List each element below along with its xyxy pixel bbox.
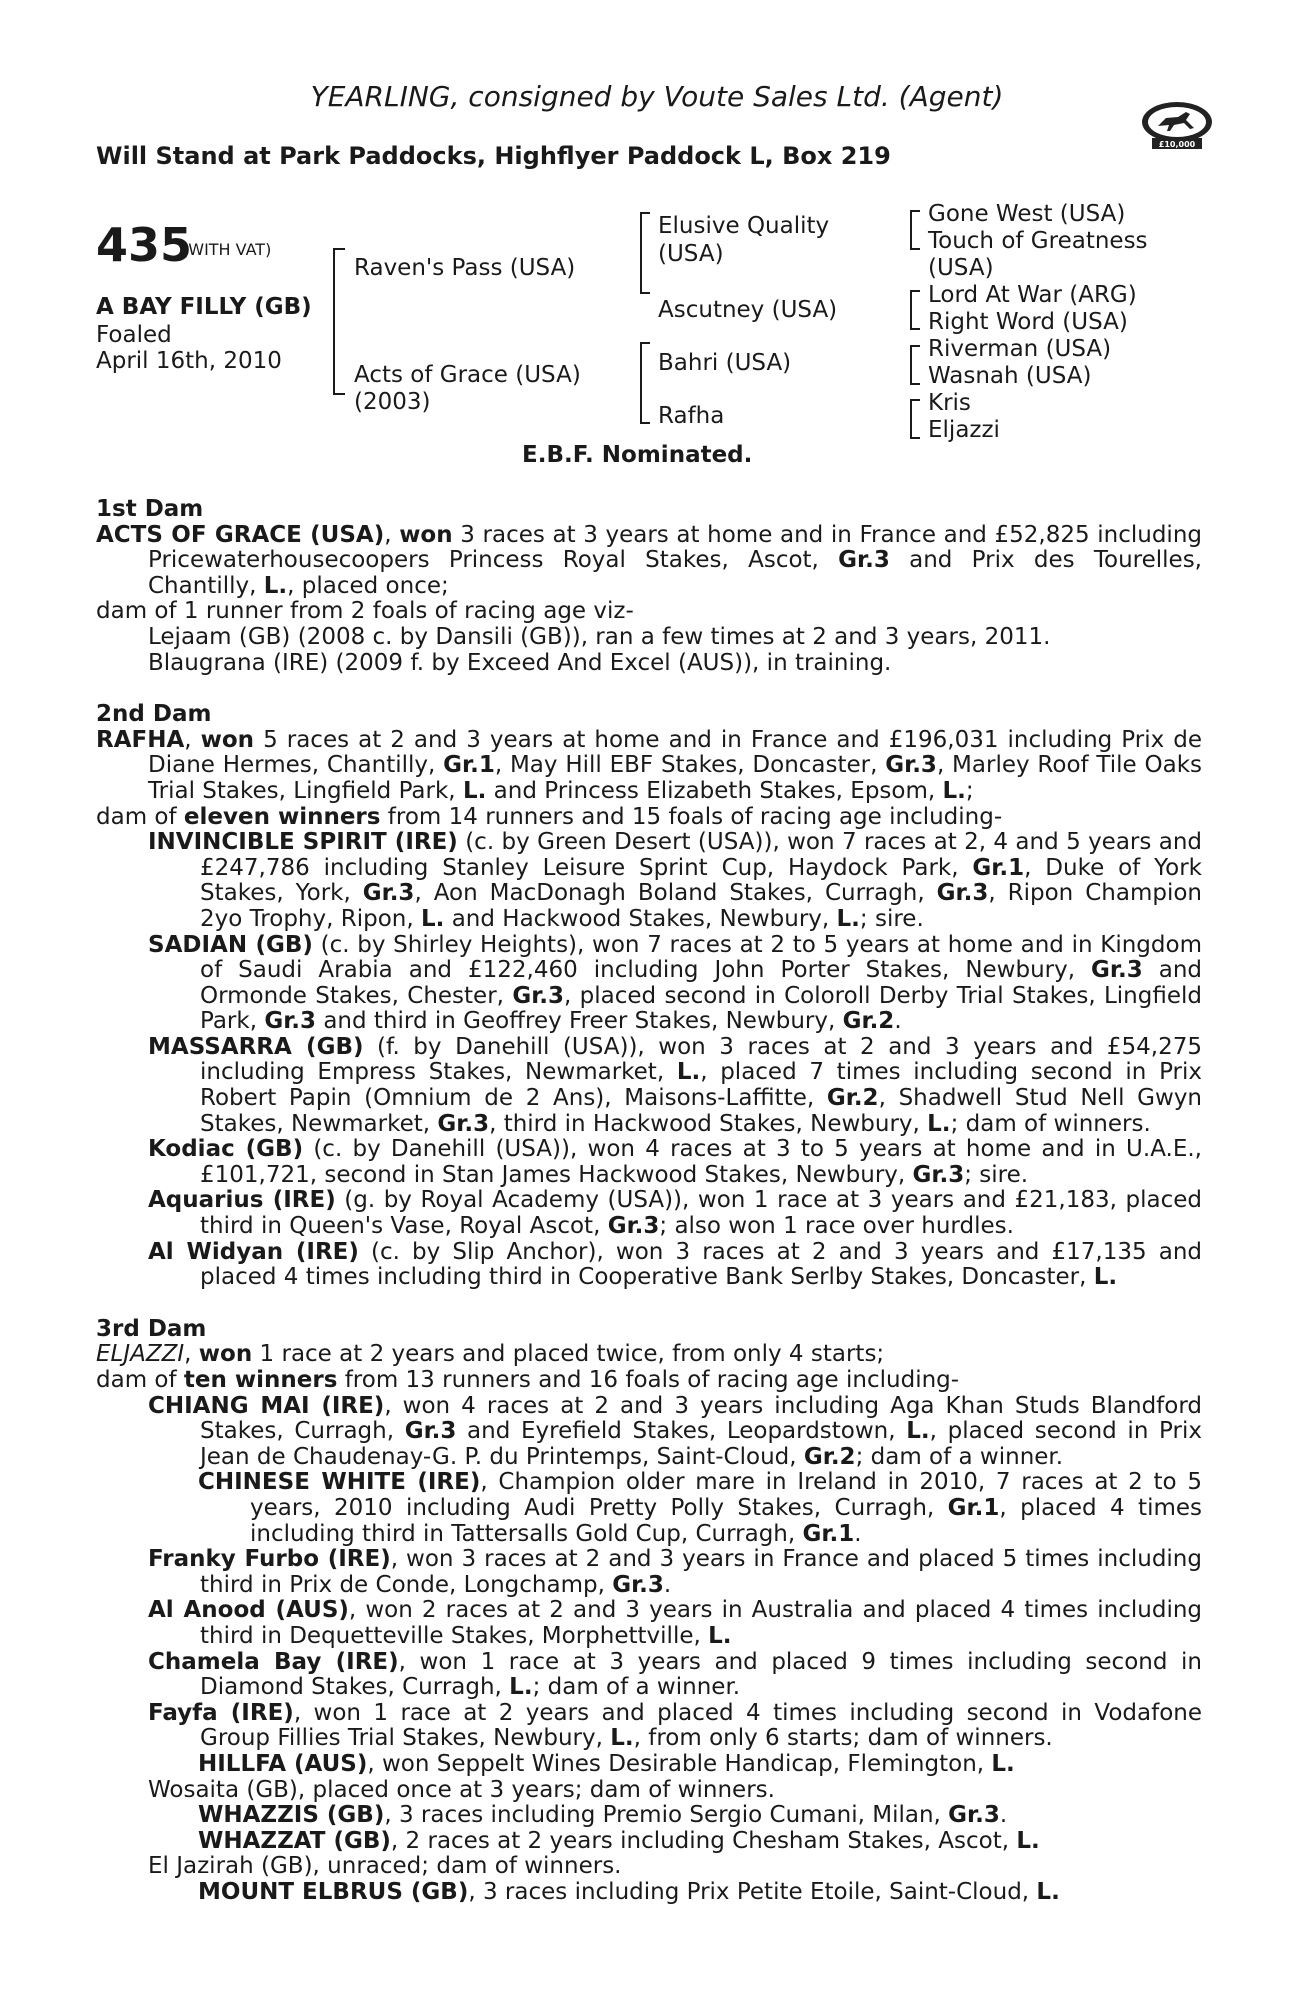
listed-mark: L. xyxy=(462,777,487,804)
dam3-text: from 13 runners and 16 foals of racing age including- xyxy=(337,1367,960,1393)
lot-number: 435 xyxy=(96,218,193,272)
sire: Raven's Pass (USA) xyxy=(354,255,576,281)
winner-count: eleven winners xyxy=(183,803,381,830)
dam3-offspring-6: Wosaita (GB), placed once at 3 years; dam of winners. xyxy=(148,1776,775,1803)
dam1-offspring-2: Blaugrana (IRE) (2009 f. by Exceed And Excel (AUS)), in training. xyxy=(148,649,892,676)
offspring-name: HILLFA (AUS) xyxy=(198,1750,368,1777)
ggs-4: Right Word (USA) xyxy=(928,309,1128,335)
listed-mark: L. xyxy=(263,572,288,599)
dam1-dam-of: dam of 1 runner from 2 foals of racing age viz- xyxy=(96,598,634,625)
offspring-text: , won 3 races at 2 and 3 years in France and placed 5 times including third in Prix de Conde, Longchamp, xyxy=(200,1546,1202,1598)
offspring-name: WHAZZIS (GB) xyxy=(198,1802,385,1829)
offspring-text: , Ripon Champion 2yo Trophy, Ripon, xyxy=(200,880,1203,932)
offspring-name: CHINESE WHITE (IRE) xyxy=(198,1469,481,1496)
dam2-text: , Marley Roof Tile Oaks Trial Stakes, Lingfield Park, xyxy=(148,752,1203,804)
pedigree-brace-sire xyxy=(640,212,650,294)
offspring-text: ; dam of a winner. xyxy=(532,1674,741,1701)
offspring-text: ; also won 1 race over hurdles. xyxy=(659,1213,1014,1240)
offspring-name: INVINCIBLE SPIRIT (IRE) xyxy=(148,829,458,856)
pedigree-brace-gs4 xyxy=(910,399,920,439)
dam2-offspring-5 xyxy=(148,1188,1202,1239)
offspring-name: Fayfa (IRE) xyxy=(148,1699,294,1726)
foaled-date: April 16th, 2010 xyxy=(96,348,282,374)
pedigree-brace-dam xyxy=(640,342,650,424)
offspring-text: , Shadwell Stud Nell Gwyn Stakes, Newmarket, xyxy=(200,1085,1203,1137)
offspring-text: (f. by Danehill (USA)), won 3 races at 2 and 3 years and £54,275 including Empress Stakes, Newmarket, xyxy=(200,1033,1202,1086)
dam3-grandoffspring-5 xyxy=(198,1880,1202,1906)
ggs-2-country: (USA) xyxy=(928,255,994,281)
dam2-text: , May Hill EBF Stakes, Doncaster, xyxy=(494,752,886,779)
grade-mark: Gr.3 xyxy=(607,1213,660,1240)
dam2-dam-of xyxy=(96,805,1202,831)
offspring-name: Al Anood (AUS) xyxy=(148,1597,349,1624)
pedigree-brace-main xyxy=(333,248,345,395)
grade-mark: Gr.3 xyxy=(885,752,937,779)
grade-mark: Gr.3 xyxy=(1091,957,1143,984)
dam3-grandoffspring-3 xyxy=(198,1803,1202,1829)
pedigree-brace-gs1 xyxy=(910,210,920,250)
listed-mark: L. xyxy=(942,777,966,804)
dam: Acts of Grace (USA) xyxy=(354,362,581,388)
listed-mark: L. xyxy=(676,1059,701,1086)
dam1-name: ACTS OF GRACE (USA) xyxy=(96,521,385,548)
listed-mark: L. xyxy=(991,1750,1015,1777)
dam1-text: , placed once; xyxy=(287,572,449,599)
dam3-text: 1 race at 2 years and placed twice, from only 4 starts; xyxy=(252,1341,885,1368)
ggs-7: Kris xyxy=(928,390,971,416)
grade-mark: Gr.3 xyxy=(512,982,564,1009)
granddam-1: Ascutney (USA) xyxy=(658,297,838,323)
ggs-8: Eljazzi xyxy=(928,417,1000,443)
grade-mark: Gr.3 xyxy=(936,880,989,907)
grade-mark: Gr.3 xyxy=(404,1418,457,1445)
offspring-text: , won Seppelt Wines Desirable Handicap, Flemington, xyxy=(367,1750,992,1777)
ggs-3: Lord At War (ARG) xyxy=(928,282,1137,308)
grade-mark: Gr.2 xyxy=(842,1008,895,1035)
listed-mark: L. xyxy=(509,1674,533,1701)
listed-mark: L. xyxy=(1016,1827,1040,1854)
offspring-text: , won 1 race at 3 years and placed 9 times including second in Diamond Stakes, Curragh, xyxy=(200,1648,1202,1701)
offspring-text: ; sire. xyxy=(859,905,924,932)
pedigree-brace-gs2 xyxy=(910,290,920,330)
offspring-text: (c. by Shirley Heights), won 7 races at 2 to 5 years at home and in Kingdom of Saudi Arabia and £122,460 including John Porter Stakes, Newbury, xyxy=(200,931,1202,984)
offspring-text: , 3 races including Prix Petite Etoile, Saint-Cloud, xyxy=(468,1878,1037,1905)
dam2-text: 5 races at 2 and 3 years at home and in France and £196,031 including Prix de Diane Hermes, Chantilly, xyxy=(148,726,1202,779)
grade-mark: Gr.3 xyxy=(362,880,415,907)
offspring-name: MOUNT ELBRUS (GB) xyxy=(198,1878,469,1905)
grade-mark: Gr.3 xyxy=(264,1008,317,1035)
offspring-text: , placed 7 times including second in Prix Robert Papin (Omnium de 2 Ans), Maisons-Laffitte, xyxy=(200,1059,1202,1112)
listed-mark: L. xyxy=(1093,1264,1118,1291)
dam3-offspring-1 xyxy=(148,1394,1202,1471)
offspring-text: , placed second in Prix Jean de Chaudenay-G. P. du Printemps, Saint-Cloud, xyxy=(200,1418,1202,1470)
offspring-text: and third in Geoffrey Freer Stakes, Newbury, xyxy=(316,1008,843,1035)
offspring-text: (c. by Green Desert (USA)), won 7 races at 2, 4 and 5 years and £247,786 including Stanley Leisure Sprint Cup, Haydock Park, xyxy=(200,829,1203,881)
offspring-text: and Ormonde Stakes, Chester, xyxy=(200,957,1202,1009)
offspring-text: ; sire. xyxy=(964,1161,1029,1188)
offspring-name: Kodiac (GB) xyxy=(148,1136,304,1163)
offspring-text: (c. by Danehill (USA)), won 4 races at 3 to 5 years at home and in U.A.E., £101,721, second in Stan James Hackwood Stakes, Newbury, xyxy=(200,1136,1202,1188)
dam1-record: ACTS OF GRACE (USA), won 3 races at 3 years at home and in France and £52,825 including Pricewaterhousecoopers Princess Royal Stakes, Ascot, Gr.3 and Prix des Tourelles, Chantilly, L., placed once; xyxy=(96,521,1203,599)
ebf-nominated: E.B.F. Nominated. xyxy=(522,442,753,468)
offspring-text: , Aon MacDonagh Boland Stakes, Curragh, xyxy=(414,880,937,907)
dam2-name: RAFHA xyxy=(96,726,185,753)
ggs-1: Gone West (USA) xyxy=(928,201,1126,227)
offspring-text: , 3 races including Premio Sergio Cumani, Milan, xyxy=(384,1802,949,1829)
ggs-2: Touch of Greatness xyxy=(928,228,1148,254)
grade-mark: Gr.3 xyxy=(838,547,890,574)
offspring-text: . xyxy=(663,1571,672,1598)
grade-mark: Gr.2 xyxy=(826,1085,879,1112)
offspring-text: and Hackwood Stakes, Newbury, xyxy=(444,905,837,932)
offspring-text: ; dam of a winner. xyxy=(855,1443,1064,1470)
offspring-text: . xyxy=(854,1520,862,1547)
lot-name: A BAY FILLY (GB) xyxy=(96,294,312,320)
dam1-offspring-1: Lejaam (GB) (2008 c. by Dansili (GB)), ran a few times at 2 and 3 years, 2011. xyxy=(148,623,1051,650)
dam3-grandoffspring-4 xyxy=(198,1829,1202,1855)
listed-mark: L. xyxy=(927,1110,951,1137)
consignor-heading: YEARLING, consigned by Voute Sales Ltd. (Agent) xyxy=(310,80,1004,113)
dam2-offspring-6 xyxy=(148,1240,1202,1291)
offspring-text: , third in Hackwood Stakes, Newbury, xyxy=(489,1110,928,1137)
grade-mark: Gr.1 xyxy=(947,1494,1000,1521)
offspring-text: (g. by Royal Academy (USA)), won 1 race at 3 years and £21,183, placed third in Queen's Vase, Royal Ascot, xyxy=(200,1187,1202,1240)
won-label: won xyxy=(198,1341,253,1368)
dam1-heading: 1st Dam xyxy=(96,496,204,522)
dam3-offspring-5 xyxy=(148,1701,1202,1752)
dam2-record: RAFHA, won 5 races at 2 and 3 years at home and in France and £196,031 including Prix de Diane Hermes, Chantilly, Gr.1, May Hill EBF Stakes, Doncaster, Gr.3, Marley Roof Tile Oaks Trial Stakes, Lingfield Park, L. and Princess Elizabeth Stakes, Epsom, L.; xyxy=(96,726,1203,804)
offspring-text: and Eyrefield Stakes, Leopardstown, xyxy=(456,1418,907,1445)
dam2-text: ; xyxy=(965,777,974,804)
offspring-text: , won 1 race at 2 years and placed 4 times including second in Vodafone Group Fillies Trial Stakes, Newbury, xyxy=(200,1699,1202,1752)
dam2-offspring-3 xyxy=(148,1035,1202,1137)
grade-mark: Gr.3 xyxy=(437,1110,490,1137)
dam3-dam-of xyxy=(96,1368,1202,1394)
offspring-text: , Duke of York Stakes, York, xyxy=(200,854,1203,907)
ggs-5: Riverman (USA) xyxy=(928,336,1112,362)
offspring-text: , from only 6 starts; dam of winners. xyxy=(633,1725,1053,1752)
listed-mark: L. xyxy=(906,1418,930,1445)
listed-mark: L. xyxy=(708,1622,732,1649)
offspring-text: . xyxy=(894,1008,902,1035)
dam3-offspring-4 xyxy=(148,1650,1202,1701)
foaled-label: Foaled xyxy=(96,322,172,348)
offspring-text: , won 2 races at 2 and 3 years in Australia and placed 4 times including third in Dequetteville Stakes, Morphettville, xyxy=(200,1597,1203,1649)
grade-mark: Gr.1 xyxy=(972,854,1025,881)
grandsire-1-country: (USA) xyxy=(658,241,724,267)
stand-location: Will Stand at Park Paddocks, Highflyer Paddock L, Box 219 xyxy=(96,142,891,170)
offspring-name: Al Widyan (IRE) xyxy=(148,1238,359,1265)
grade-mark: Gr.1 xyxy=(802,1520,855,1547)
offspring-text: , Champion older mare in Ireland in 2010, 7 races at 2 to 5 years, 2010 including Audi Pretty Polly Stakes, Curragh, xyxy=(250,1469,1202,1521)
dam3-heading: 3rd Dam xyxy=(96,1315,207,1342)
dam3-offspring-3 xyxy=(148,1598,1202,1649)
grandsire-2: Bahri (USA) xyxy=(658,350,792,376)
listed-mark: L. xyxy=(610,1725,634,1752)
grandsire-1: Elusive Quality xyxy=(658,213,830,239)
lot-vat: (WITH VAT) xyxy=(182,240,272,259)
grade-mark: Gr.1 xyxy=(443,752,495,779)
offspring-text: . xyxy=(999,1802,1008,1829)
listed-mark: L. xyxy=(1036,1878,1060,1905)
offspring-name: CHIANG MAI (IRE) xyxy=(148,1392,385,1419)
grade-mark: Gr.3 xyxy=(612,1571,664,1598)
dam3-grandoffspring-2 xyxy=(198,1752,1202,1778)
offspring-text: , 2 races at 2 years including Chesham Stakes, Ascot, xyxy=(390,1827,1017,1854)
grade-mark: Gr.3 xyxy=(948,1802,1000,1829)
dam2-offspring-4 xyxy=(148,1137,1202,1188)
dam2-offspring-1 xyxy=(148,830,1202,932)
won-label: won xyxy=(399,521,453,548)
grade-mark: Gr.2 xyxy=(803,1443,856,1470)
offspring-name: WHAZZAT (GB) xyxy=(198,1827,391,1854)
yearling-bonus-badge xyxy=(1140,98,1214,150)
offspring-name: Franky Furbo (IRE) xyxy=(148,1546,391,1573)
offspring-text: , won 4 races at 2 and 3 years including Aga Khan Studs Blandford Stakes, Curragh, xyxy=(200,1392,1202,1445)
won-label: won xyxy=(200,726,255,753)
dam3-record: ELJAZZI, won 1 race at 2 years and placed twice, from only 4 starts; xyxy=(96,1341,885,1368)
offspring-text: , placed 4 times including third in Tattersalls Gold Cup, Curragh, xyxy=(250,1494,1202,1547)
dam-year: (2003) xyxy=(354,389,431,415)
dam3-name: ELJAZZI xyxy=(96,1341,185,1368)
offspring-text: ; dam of winners. xyxy=(950,1110,1151,1137)
dam2-text: and Princess Elizabeth Stakes, Epsom, xyxy=(486,777,943,804)
ggs-6: Wasnah (USA) xyxy=(928,363,1092,389)
dam3-offspring-2 xyxy=(148,1547,1202,1598)
offspring-name: Chamela Bay (IRE) xyxy=(148,1648,399,1675)
offspring-text: , placed second in Coloroll Derby Trial Stakes, Lingfield Park, xyxy=(200,982,1202,1035)
offspring-name: Aquarius (IRE) xyxy=(148,1187,336,1214)
grade-mark: Gr.3 xyxy=(912,1161,965,1188)
offspring-name: SADIAN (GB) xyxy=(148,931,313,958)
winner-count: ten winners xyxy=(183,1367,338,1393)
granddam-2: Rafha xyxy=(658,403,725,429)
pedigree-brace-gs3 xyxy=(910,345,920,385)
dam2-heading: 2nd Dam xyxy=(96,701,212,728)
dam2-text: from 14 runners and 15 foals of racing age including- xyxy=(380,803,1003,830)
dam2-offspring-2 xyxy=(148,933,1202,1035)
offspring-text: (c. by Slip Anchor), won 3 races at 2 and 3 years and £17,135 and placed 4 times including third in Cooperative Bank Serlby Stakes, Doncaster, xyxy=(200,1238,1202,1291)
dam3-text: dam of xyxy=(96,1367,184,1393)
dam-records xyxy=(96,497,1202,1905)
badge-amount: £10,000 xyxy=(1158,140,1196,149)
dam3-grandoffspring-1 xyxy=(198,1470,1202,1547)
dam3-offspring-7: El Jazirah (GB), unraced; dam of winners. xyxy=(148,1853,622,1880)
dam2-text: dam of xyxy=(96,803,184,830)
offspring-name: MASSARRA (GB) xyxy=(148,1033,364,1060)
listed-mark: L. xyxy=(836,905,860,932)
dam1-text: 3 races at 3 years at home and in France and £52,825 including Pricewaterhousecoopers Princess Royal Stakes, Ascot, xyxy=(148,521,1203,574)
dam1-text: and Prix des Tourelles, Chantilly, xyxy=(148,547,1202,599)
listed-mark: L. xyxy=(420,905,445,932)
